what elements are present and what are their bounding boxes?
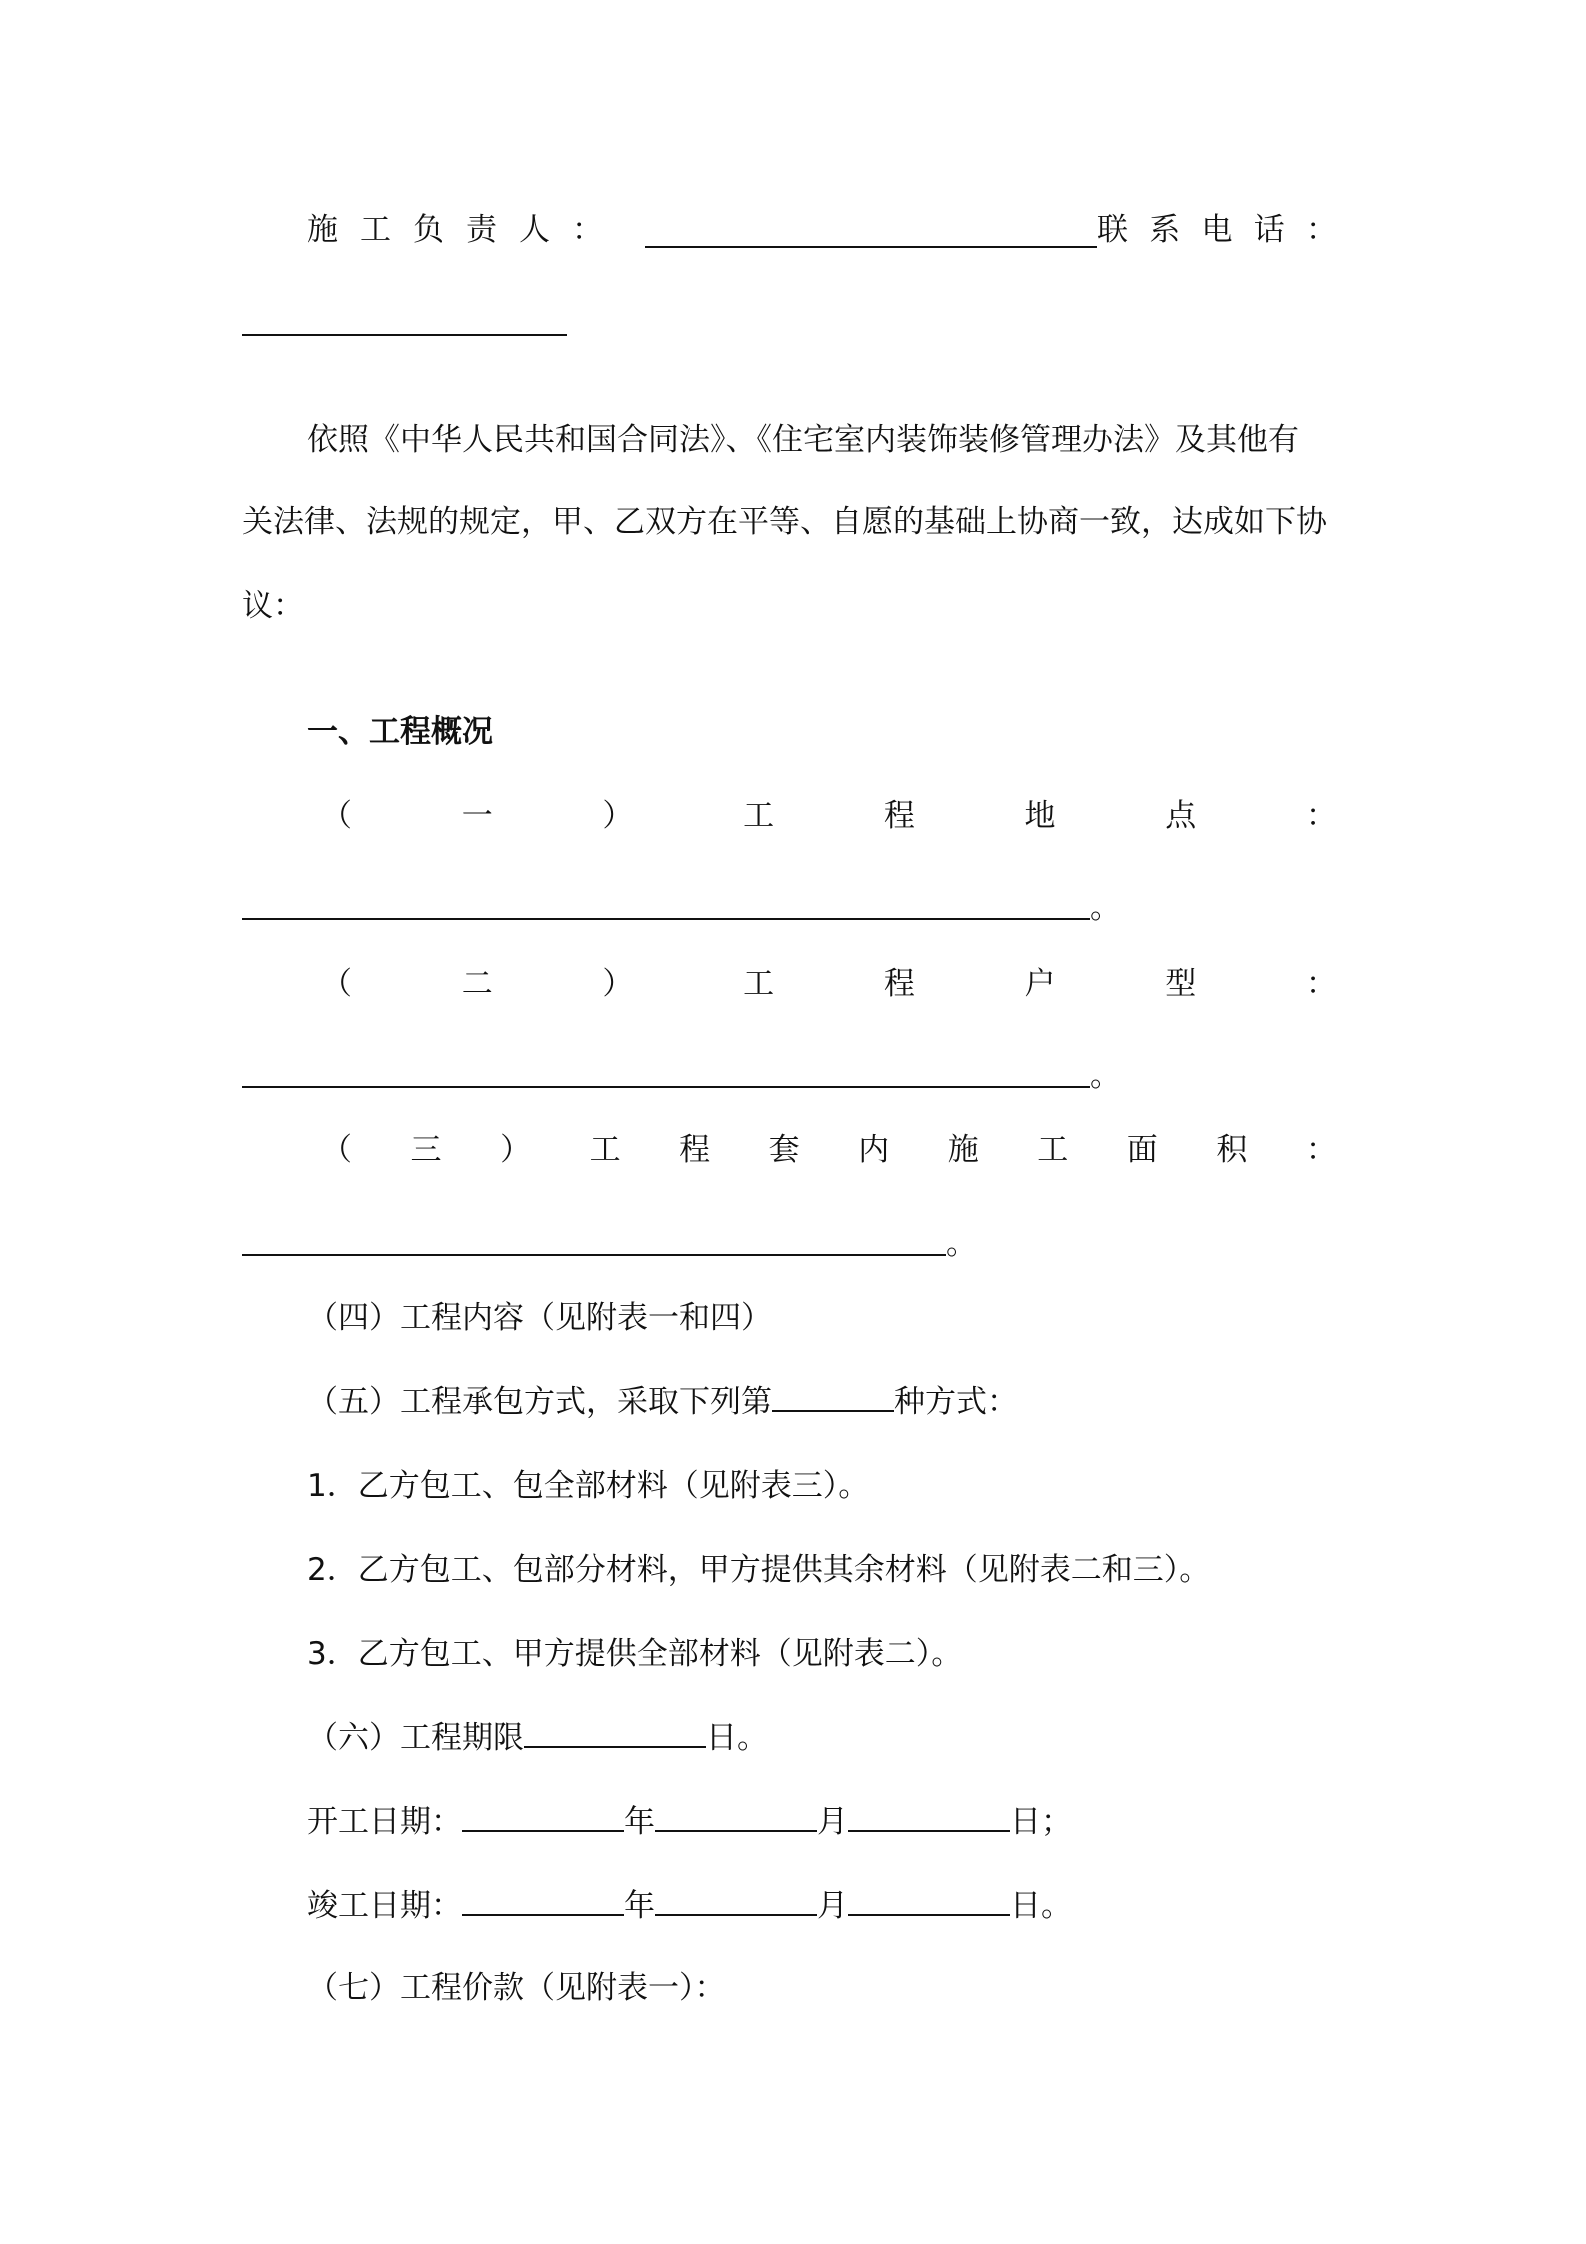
item-content: （四）工程内容（见附表一和四） (307, 1300, 772, 1336)
method-blank[interactable] (772, 1382, 894, 1412)
housetype-period: 。 (1090, 1058, 1121, 1094)
start-date: 开工日期： 年 月 日； (307, 1804, 1072, 1840)
area-blank[interactable] (242, 1252, 946, 1256)
intro-line-3: 议： (242, 588, 304, 624)
start-month-blank[interactable] (655, 1802, 817, 1832)
item-contract-method: （五）工程承包方式，采取下列第 种方式： (307, 1384, 1018, 1420)
phone-blank[interactable] (242, 332, 567, 336)
phone-label: 联 系 电 话 ： (1097, 212, 1337, 248)
manager-label: 施 工 负 责 人 ： (307, 212, 603, 248)
intro-line-2: 关法律、法规的规定，甲、乙双方在平等、自愿的基础上协商一致，达成如下协 (242, 504, 1327, 540)
end-day-blank[interactable] (848, 1886, 1010, 1916)
start-year-blank[interactable] (462, 1802, 624, 1832)
item-price: （七）工程价款（见附表一）： (307, 1970, 726, 2006)
item-area-label: （ 三 ） 工 程 套 内 施 工 面 积 ： (321, 1132, 1337, 1168)
intro-line-1: 依照《中华人民共和国合同法》、《住宅室内装饰装修管理办法》及其他有 (307, 422, 1299, 458)
duration-blank[interactable] (524, 1718, 706, 1748)
option-2: 2．乙方包工、包部分材料，甲方提供其余材料（见附表二和三）。 (307, 1552, 1211, 1588)
location-period: 。 (1090, 890, 1121, 926)
option-1: 1．乙方包工、包全部材料（见附表三）。 (307, 1468, 870, 1504)
option-3: 3．乙方包工、甲方提供全部材料（见附表二）。 (307, 1636, 963, 1672)
end-date: 竣工日期： 年 月 日。 (307, 1888, 1072, 1924)
housetype-blank[interactable] (242, 1084, 1090, 1088)
item-duration: （六）工程期限 日。 (307, 1720, 768, 1756)
item-location-label: （ 一 ） 工 程 地 点 ： (321, 798, 1337, 834)
area-period: 。 (946, 1226, 977, 1262)
section-title: 一、工程概况 (307, 714, 493, 750)
manager-blank[interactable] (645, 244, 1097, 248)
location-blank[interactable] (242, 916, 1090, 920)
start-day-blank[interactable] (848, 1802, 1010, 1832)
end-year-blank[interactable] (462, 1886, 624, 1916)
end-month-blank[interactable] (655, 1886, 817, 1916)
item-housetype-label: （ 二 ） 工 程 户 型 ： (321, 966, 1337, 1002)
